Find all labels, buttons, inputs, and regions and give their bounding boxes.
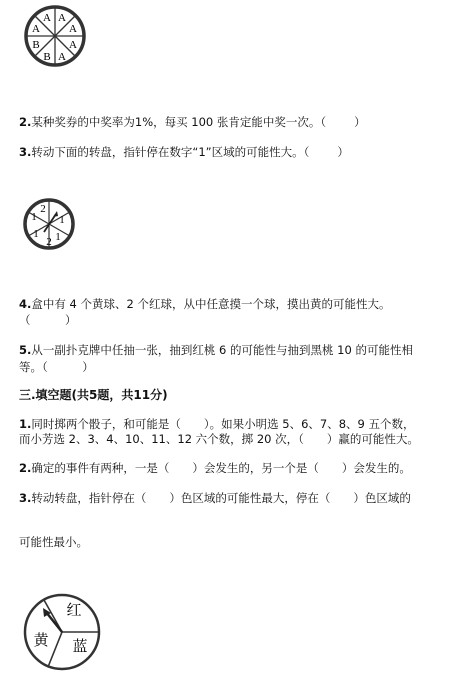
question-5-cont: 等。（ ）: [19, 360, 94, 374]
question-3: 3.转动下面的转盘，指针停在数字“1”区域的可能性大。（ ）: [19, 145, 349, 159]
sector-label: 2: [40, 203, 46, 215]
sector-label: 2: [46, 236, 52, 248]
sector-label: A: [69, 39, 77, 51]
sector-label: 1: [59, 214, 65, 226]
fill-3-cont: 可能性最小。: [19, 535, 88, 549]
sector-label: 1: [31, 211, 37, 223]
spinner-wheel-numbers: [22, 197, 78, 251]
sector-label: A: [69, 23, 77, 35]
sector-label: 红: [66, 603, 82, 619]
sector-label: 1: [55, 231, 61, 243]
fill-2: 2.确定的事件有两种，一是（ ）会发生的，另一个是（ ）会发生的。: [19, 461, 411, 475]
spinner-wheel-colors: [22, 589, 104, 675]
pointer-arrow: [46, 612, 62, 632]
sector-label: B: [32, 39, 40, 51]
fill-3: 3.转动转盘，指针停在（ ）色区域的可能性最大，停在（ ）色区域的: [19, 491, 411, 505]
sector-label: A: [58, 12, 66, 24]
sector-label: 黄: [33, 633, 49, 649]
sector-label: 蓝: [72, 639, 88, 655]
fill-1-line1: 1.同时掷两个骰子，和可能是（ ）。如果小明选 5、6、7、8、9 五个数，: [19, 417, 415, 431]
sector-label: A: [58, 51, 66, 63]
question-4-blank: （ ）: [19, 313, 77, 327]
sector-label: A: [32, 23, 40, 35]
question-5: 5.从一副扑克牌中任抽一张，抽到红桃 6 的可能性与抽到黑桃 10 的可能性相: [19, 343, 413, 357]
sector-label: 1: [33, 228, 39, 240]
sector-label: B: [43, 51, 51, 63]
sector-label: A: [43, 12, 51, 24]
section-title: 三.填空题(共5题，共11分): [19, 388, 168, 402]
question-2: 2.某种奖券的中奖率为1%，每买 100 张肯定能中奖一次。（ ）: [19, 115, 366, 129]
fill-1-line2: 而小芳选 2、3、4、10、11、12 六个数，掷 20 次，（ ）赢的可能性大。: [19, 432, 419, 446]
question-4: 4.盒中有 4 个黄球、2 个红球，从中任意摸一个球，摸出黄的可能性大。: [19, 297, 391, 311]
spinner-wheel-ab: [22, 4, 88, 68]
